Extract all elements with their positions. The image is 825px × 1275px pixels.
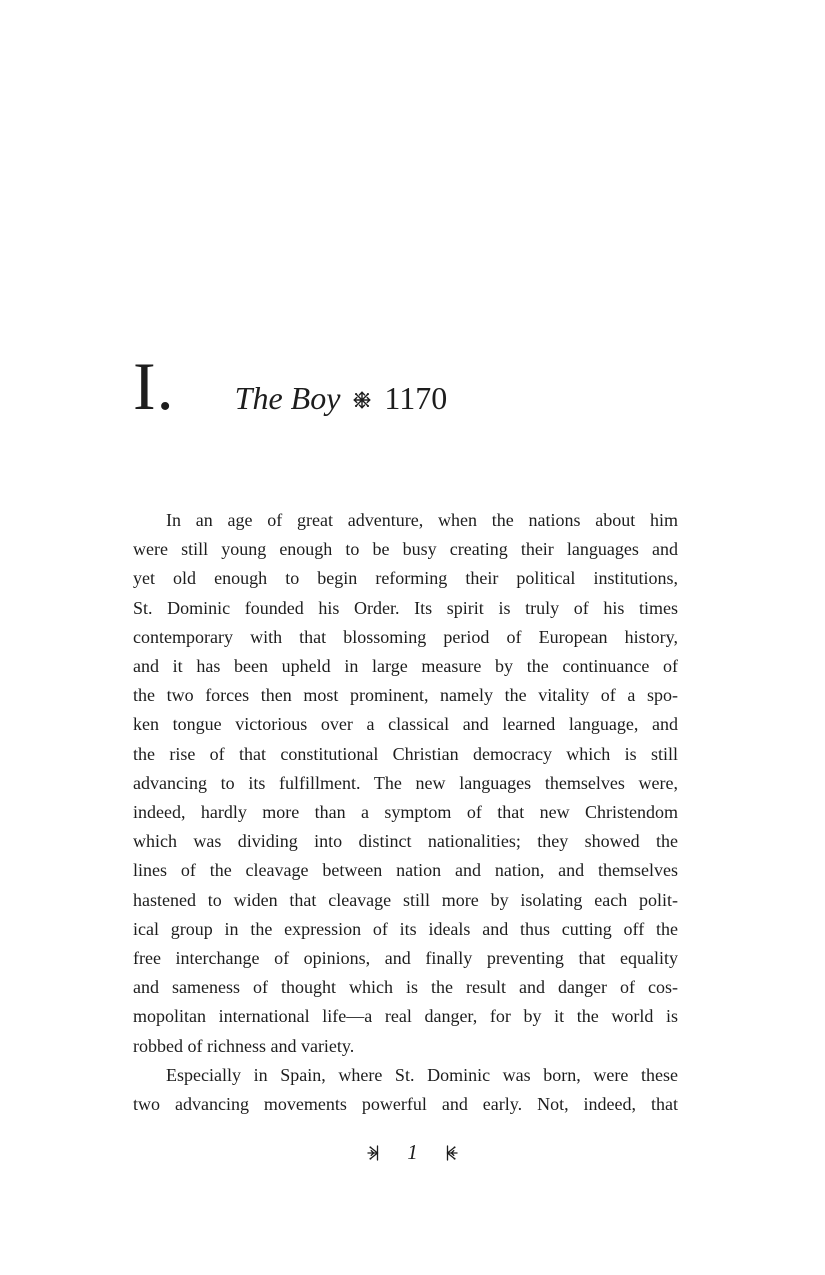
text-line: indeed, hardly more than a symptom of that new Christendom: [133, 802, 678, 823]
half-snowflake-right-icon: [446, 1143, 459, 1163]
chapter-number: I.: [133, 348, 175, 424]
text-line: free interchange of opinions, and finally preventing that equality: [133, 948, 678, 969]
chapter-title: The Boy: [234, 380, 341, 416]
body-text: [133, 506, 678, 1119]
chapter-year: 1170: [384, 380, 448, 416]
page-footer: [0, 1142, 825, 1163]
text-line: Especially in Spain, where St. Dominic was born, were these: [166, 1064, 678, 1085]
text-line: advancing to its fulfillment. The new languages themselves were,: [133, 772, 678, 793]
chapter-title-group: [235, 382, 448, 414]
text-line: robbed of richness and variety.: [133, 1035, 355, 1056]
text-line: which was dividing into distinct nationalities; they showed the: [133, 831, 678, 852]
text-line: contemporary with that blossoming period of European history,: [133, 626, 678, 647]
text-line: the two forces then most prominent, namely the vitality of a spo-: [133, 685, 678, 706]
text-line: and it has been upheld in large measure by the continuance of: [133, 656, 678, 677]
text-line: In an age of great adventure, when the nations about him: [166, 510, 678, 530]
text-line: lines of the cleavage between nation and nation, and themselves: [133, 860, 678, 881]
text-line: mopolitan international life—a real danger, for by it the world is: [133, 1006, 678, 1027]
text-line: hastened to widen that cleavage still more by isolating each polit-: [133, 889, 678, 910]
text-line: two advancing movements powerful and early. Not, indeed, that: [133, 1094, 678, 1115]
text-line: yet old enough to begin reforming their political institutions,: [133, 568, 678, 589]
text-line: ken tongue victorious over a classical and learned language, and: [133, 714, 678, 735]
chapter-heading: [133, 348, 448, 424]
text-line: the rise of that constitutional Christian democracy which is still: [133, 743, 678, 764]
paragraph: [133, 506, 678, 1061]
text-line: St. Dominic founded his Order. Its spirit is truly of his times: [133, 597, 678, 618]
half-snowflake-left-icon: [366, 1143, 379, 1163]
text-line: were still young enough to be busy creating their languages and: [133, 539, 678, 560]
snowflake-ornament-icon: [351, 389, 373, 411]
text-line: ical group in the expression of its ideals and thus cutting off the: [133, 918, 678, 939]
page-number: 1: [407, 1140, 418, 1164]
text-line: and sameness of thought which is the result and danger of cos-: [133, 977, 678, 998]
paragraph: [133, 1061, 678, 1119]
